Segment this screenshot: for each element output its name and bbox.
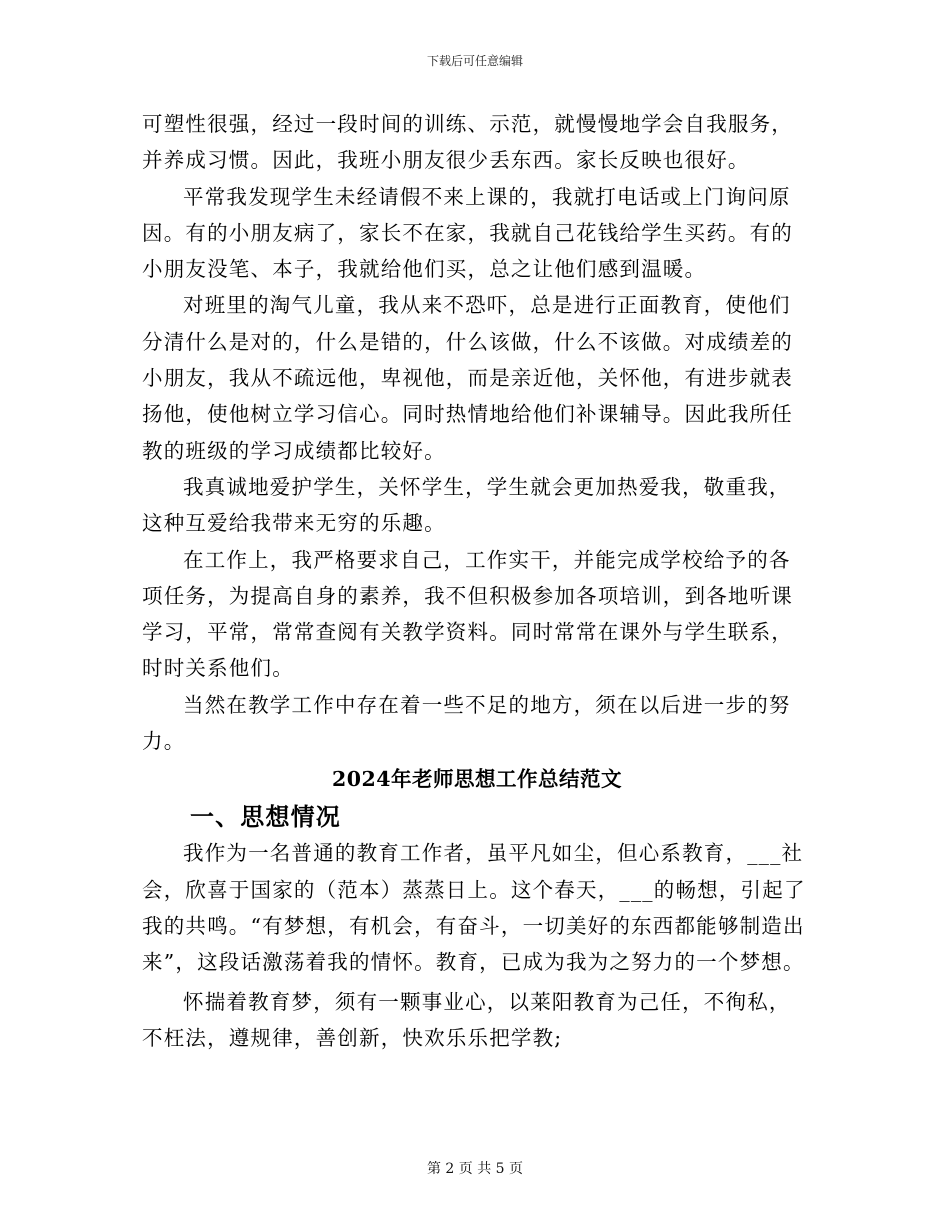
paragraph-1: 可塑性很强，经过一段时间的训练、示范，就慢慢地学会自我服务，并养成习惯。因此，我班小朋友很少丢东西。家长反映也很好。 — [142, 112, 793, 173]
document-body — [142, 106, 812, 1056]
paragraph-2: 平常我发现学生未经请假不来上课的，我就打电话或上门询问原因。有的小朋友病了，家长不在家，我就自己花钱给学生买药。有的小朋友没笔、本子，我就给他们买，总之让他们感到温暖。 — [142, 184, 793, 282]
page-footer: 第 2 页 共 5 页 — [426, 1161, 524, 1177]
section-heading-1: 一、思想情况 — [189, 802, 341, 832]
page-header: 下载后可任意编辑 — [426, 54, 523, 68]
section-title: 2024年老师思想工作总结范文 — [331, 767, 623, 792]
paragraph-7: 我作为一名普通的教育工作者，虽平凡如尘，但心系教育，___社会，欣喜于国家的（范本）蒸蒸日上。这个春天，___的畅想，引起了我的共鸣。“有梦想，有机会，有奋斗，一切美好的东西都能够制造出来”，这段话激荡着我的情怀。教育，已成为我为之努力的一个梦想。 — [142, 841, 806, 975]
paragraph-4: 我真诚地爱护学生，关怀学生，学生就会更加热爱我，敬重我，这种互爱给我带来无穷的乐趣。 — [142, 474, 791, 536]
paragraph-8: 怀揣着教育梦，须有一颗事业心，以莱阳教育为己任，不徇私，不枉法，遵规律，善创新，快欢乐乐把学教; — [142, 989, 791, 1050]
paragraph-6: 当然在教学工作中存在着一些不足的地方，须在以后进一步的努力。 — [142, 692, 791, 754]
paragraph-5: 在工作上，我严格要求自己，工作实干，并能完成学校给予的各项任务，为提高自身的素养，我不但积极参加各项培训，到各地听课学习，平常，常常查阅有关教学资料。同时常常在课外与学生联系，时时关系他们。 — [142, 547, 793, 681]
paragraph-3: 对班里的淘气儿童，我从来不恐吓，总是进行正面教育，使他们分清什么是对的，什么是错的，什么该做，什么不该做。对成绩差的小朋友，我从不疏远他，卑视他，而是亲近他，关怀他，有进步就表扬他，使他树立学习信心。同时热情地给他们补课辅导。因此我所任教的班级的学习成绩都比较好。 — [142, 293, 793, 463]
